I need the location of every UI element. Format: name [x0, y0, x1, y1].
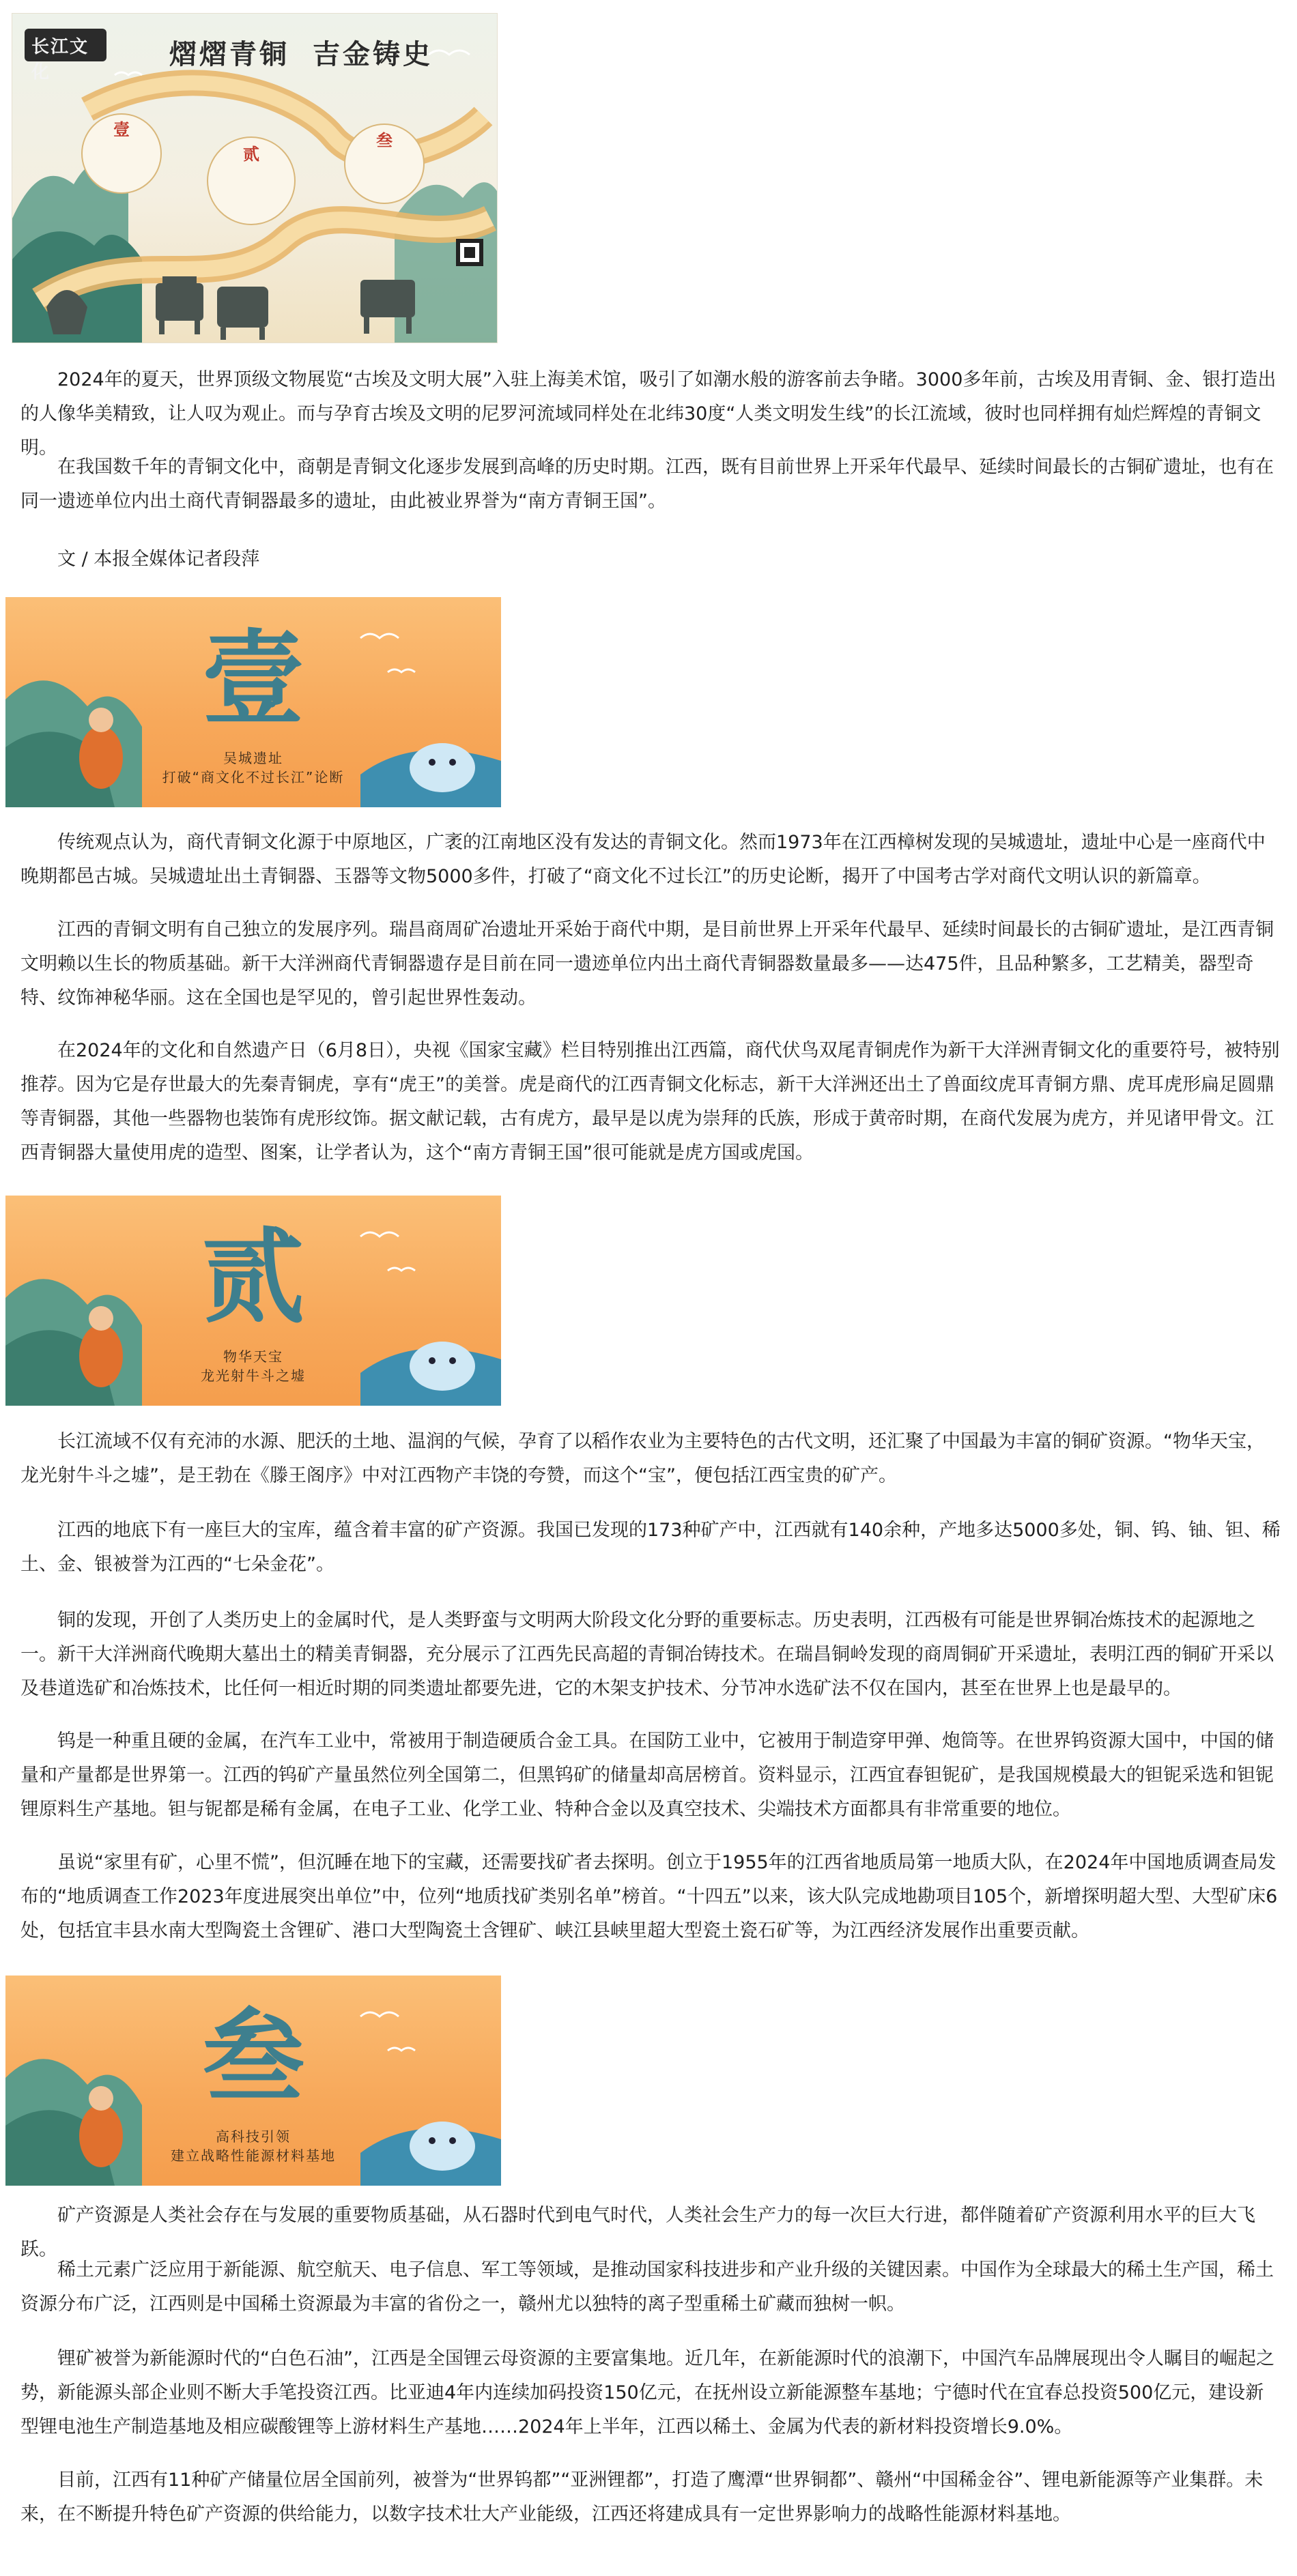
- paragraph-2: 在我国数千年的青铜文化中，商朝是青铜文化逐步发展到高峰的历史时期。江西，既有目前世界上开采年代最早、延续时间最长的古铜矿遗址，也有在同一遗迹单位内出土商代青铜器最多的遗址，由此被业界誉为“南方青铜王国”。: [20, 457, 1274, 512]
- section-banner-2: [5, 1196, 501, 1406]
- paragraph-8: 铜的发现，开创了人类历史上的金属时代，是人类野蛮与文明两大阶段文化分野的重要标志。历史表明，江西极有可能是世界铜冶炼技术的起源地之一。新干大洋洲商代晚期大墓出土的精美青铜器，充分展示了江西先民高超的青铜冶铸技术。在瑞昌铜岭发现的商周铜矿开采遗址，表明江西的铜矿开采以及巷道选矿和冶炼技术，比任何一相近时期的同类遗址都要先进，它的木架支护技术、分节冲水选矿法不仅在国内，甚至在世界上也是最早的。: [20, 1610, 1274, 1699]
- paragraph-7: 江西的地底下有一座巨大的宝库，蕴含着丰富的矿产资源。我国已发现的173种矿产中，江西就有140余种，产地多达5000多处，铜、钨、铀、钽、稀土、金、银被誉为江西的“七朵金花”。: [20, 1520, 1281, 1575]
- paragraph-9: 钨是一种重且硬的金属，在汽车工业中，常被用于制造硬质合金工具。在国防工业中，它被用于制造穿甲弹、炮筒等。在世界钨资源大国中，中国的储量和产量都是世界第一。江西的钨矿产量虽然位列全国第二，但黑钨矿的储量却高居榜首。资料显示，江西宜春钽铌矿，是我国规模最大的钽铌采选和钽铌锂原料生产基地。钽与铌都是稀有金属，在电子工业、化学工业、特种合金以及真空技术、尖端技术方面都具有非常重要的地位。: [20, 1731, 1274, 1820]
- paragraph-12: 稀土元素广泛应用于新能源、航空航天、电子信息、军工等领域，是推动国家科技进步和产业升级的关键因素。中国作为全球最大的稀土生产国，稀土资源分布广泛，江西则是中国稀土资源最为丰富的省份之一，赣州尤以独特的离子型重稀土矿藏而独树一帜。: [20, 2259, 1274, 2315]
- paragraph-10: 虽说“家里有矿，心里不慌”，但沉睡在地下的宝藏，还需要找矿者去探明。创立于1955年的江西省地质局第一地质大队，在2024年中国地质调查局发布的“地质调查工作2023年度进展突出单位”中，位列“地质找矿类别名单”榜首。“十四五”以来，该大队完成地勘项目105个，新增探明超大型、大型矿床6处，包括宜丰县水南大型陶瓷土含锂矿、港口大型陶瓷土含锂矿、峡江县峡里超大型瓷土瓷石矿等，为江西经济发展作出重要贡献。: [20, 1852, 1278, 1941]
- paragraph-14: 目前，江西有11种矿产储量位居全国前列，被誉为“世界钨都”“亚洲锂都”，打造了鹰潭“世界铜都”、赣州“中国稀金谷”、锂电新能源等产业集群。未来，在不断提升特色矿产资源的供给能力，以数字技术壮大产业能级，江西还将建成具有一定世界影响力的战略性能源材料基地。: [20, 2470, 1264, 2525]
- paragraph-5: 在2024年的文化和自然遗产日（6月8日），央视《国家宝藏》栏目特别推出江西篇，商代伏鸟双尾青铜虎作为新干大洋洲青铜文化的重要符号，被特别推荐。因为它是存世最大的先秦青铜虎，享有“虎王”的美誉。虎是商代的江西青铜文化标志，新干大洋洲还出土了兽面纹虎耳青铜方鼎、虎耳虎形扁足圆鼎等青铜器，其他一些器物也装饰有虎形纹饰。据文献记载，古有虎方，最早是以虎为崇拜的氏族，形成于黄帝时期，在商代发展为虎方，并见诸甲骨文。江西青铜器大量使用虎的造型、图案，让学者认为，这个“南方青铜王国”很可能就是虎方国或虎国。: [20, 1040, 1280, 1163]
- poster-char-3: 叁: [376, 130, 393, 150]
- banner-numeral-3: 叁: [201, 1997, 304, 2117]
- section-banner-1: [5, 597, 501, 807]
- paragraph-11: 矿产资源是人类社会存在与发展的重要物质基础，从石器时代到电气时代，人类社会生产力的每一次巨大行进，都伴随着矿产资源利用水平的巨大飞跃。: [20, 2205, 1255, 2260]
- paragraph-1: 2024年的夏天，世界顶级文物展览“古埃及文明大展”入驻上海美术馆，吸引了如潮水般的游客前去争睹。3000多年前，古埃及用青铜、金、银打造出的人像华美精致，让人叹为观止。而与孕育古埃及文明的尼罗河流域同样处在北纬30度“人类文明发生线”的长江流域，彼时也同样拥有灿烂辉煌的青铜文明。: [20, 369, 1277, 459]
- paragraph-6: 长江流域不仅有充沛的水源、肥沃的土地、温润的气候，孕育了以稻作农业为主要特色的古代文明，还汇聚了中国最为丰富的铜矿资源。“物华天宝，龙光射牛斗之墟”，是王勃在《滕王阁序》中对江西物产丰饶的夸赞，而这个“宝”，便包括江西宝贵的矿产。: [20, 1431, 1265, 1486]
- poster-logo: [25, 29, 106, 83]
- paragraph-3: 传统观点认为，商代青铜文化源于中原地区，广袤的江南地区没有发达的青铜文化。然而1973年在江西樟树发现的吴城遗址，遗址中心是一座商代中晚期都邑古城。吴城遗址出土青铜器、玉器等文物5000多件，打破了“商文化不过长江”的历史论断，揭开了中国考古学对商代文明认识的新篇章。: [20, 832, 1266, 887]
- poster-title-part2: 吉金铸史: [313, 38, 433, 70]
- banner-numeral-1: 壹: [201, 619, 304, 739]
- poster-char-2: 贰: [243, 144, 259, 164]
- banner-caption-1b: 打破“商文化不过长江”论断: [162, 769, 345, 785]
- poster-char-1: 壹: [113, 119, 130, 139]
- banner-numeral-2: 贰: [201, 1217, 304, 1337]
- byline: 文 / 本报全媒体记者段萍: [57, 549, 260, 570]
- header-poster-image: [12, 13, 498, 343]
- banner-caption-2b: 龙光射牛斗之墟: [201, 1367, 306, 1384]
- banner-caption-2a: 物华天宝: [223, 1348, 283, 1365]
- banner-caption-3a: 高科技引领: [216, 2128, 291, 2145]
- section-banner-3: [5, 1976, 501, 2186]
- poster-logo-text: 长江文化: [31, 37, 89, 83]
- poster-title: [169, 33, 456, 72]
- paragraph-4: 江西的青铜文明有自己独立的发展序列。瑞昌商周矿冶遗址开采始于商代中期，是目前世界上开采年代最早、延续时间最长的古铜矿遗址，是江西青铜文明赖以生长的物质基础。新干大洋洲商代青铜器遗存是目前在同一遗迹单位内出土商代青铜器数量最多——达475件，且品种繁多，工艺精美，器型奇特、纹饰神秘华丽。这在全国也是罕见的，曾引起世界性轰动。: [20, 919, 1274, 1009]
- banner-caption-3b: 建立战略性能源材料基地: [171, 2147, 336, 2164]
- poster-title-part1: 熠熠青铜: [169, 38, 289, 70]
- paragraph-13: 锂矿被誉为新能源时代的“白色石油”，江西是全国锂云母资源的主要富集地。近几年，在新能源时代的浪潮下，中国汽车品牌展现出令人瞩目的崛起之势，新能源头部企业则不断大手笔投资江西。比亚迪4年内连续加码投资150亿元，在抚州设立新能源整车基地；宁德时代在宜春总投资500亿元，建设新型锂电池生产制造基地及相应碳酸锂等上游材料生产基地……2024年上半年，江西以稀土、金属为代表的新材料投资增长9.0%。: [20, 2348, 1274, 2437]
- banner-caption-1a: 吴城遗址: [223, 750, 283, 766]
